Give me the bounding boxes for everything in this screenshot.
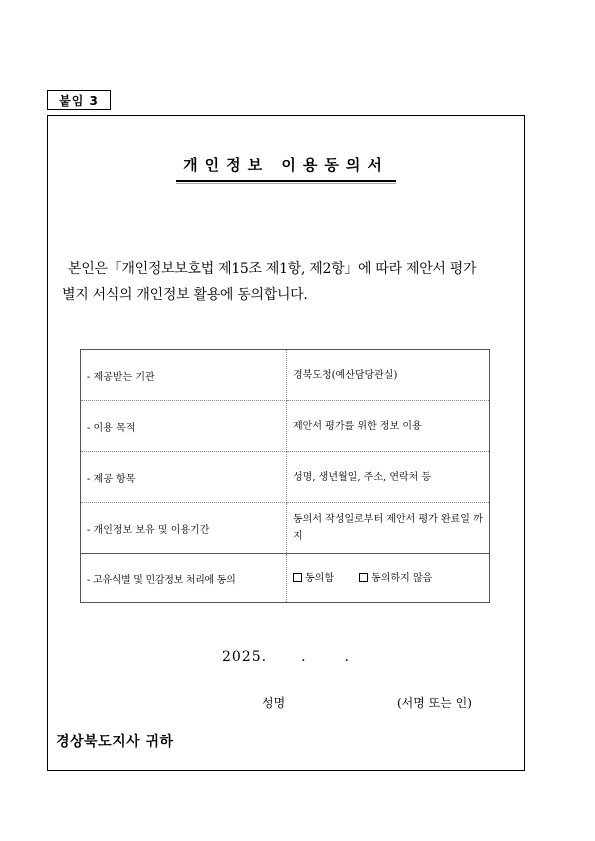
row-label: - 제공받는 기관 (81, 350, 287, 401)
table-row (81, 452, 490, 503)
agree-checkbox[interactable] (293, 573, 302, 582)
date-month-separator: . (301, 649, 307, 665)
row-label: - 이용 목적 (81, 401, 287, 452)
consent-statement-line1: 본인은「개인정보보호법 제15조 제1항, 제2항」에 따라 제안서 평가 (68, 261, 477, 277)
consent-statement (62, 256, 520, 308)
consent-choice-options (287, 554, 490, 603)
agree-option[interactable] (293, 573, 334, 584)
row-value: 성명, 생년월일, 주소, 연락처 등 (287, 452, 490, 503)
signature-name-label: 성명 (262, 696, 286, 710)
row-value: 제안서 평가를 위한 정보 이용 (287, 401, 490, 452)
consent-choice-label: - 고유식별 및 민감정보 처리에 동의 (81, 554, 287, 603)
consent-choice-row (81, 554, 490, 603)
addressee: 경상북도지사 귀하 (56, 734, 174, 750)
consent-form (47, 115, 525, 771)
table-row (81, 401, 490, 452)
attachment-label: 붙임 3 (47, 90, 111, 110)
disagree-checkbox[interactable] (359, 573, 368, 582)
disagree-option[interactable] (359, 573, 432, 584)
agree-label: 동의함 (305, 572, 334, 584)
row-value: 동의서 작성일로부터 제안서 평가 완료일 까지 (287, 503, 490, 554)
date-day-separator: . (344, 649, 350, 665)
date-year: 2025. (222, 649, 268, 665)
title-underline-shadow (176, 183, 396, 184)
table-row (81, 503, 490, 554)
date-line (48, 649, 524, 665)
row-label: - 개인정보 보유 및 이용기간 (81, 503, 287, 554)
row-label: - 제공 항목 (81, 452, 287, 503)
disagree-label: 동의하지 않음 (371, 572, 433, 584)
consent-statement-line2: 별지 서식의 개인정보 활용에 동의합니다. (62, 287, 308, 303)
title-underline (176, 180, 396, 182)
table-row (81, 350, 490, 401)
consent-details-table (80, 349, 490, 603)
row-value: 경북도청(예산담당관실) (287, 350, 490, 401)
document-title: 개인정보 이용동의서 (183, 156, 389, 174)
signature-note: (서명 또는 인) (397, 696, 472, 710)
